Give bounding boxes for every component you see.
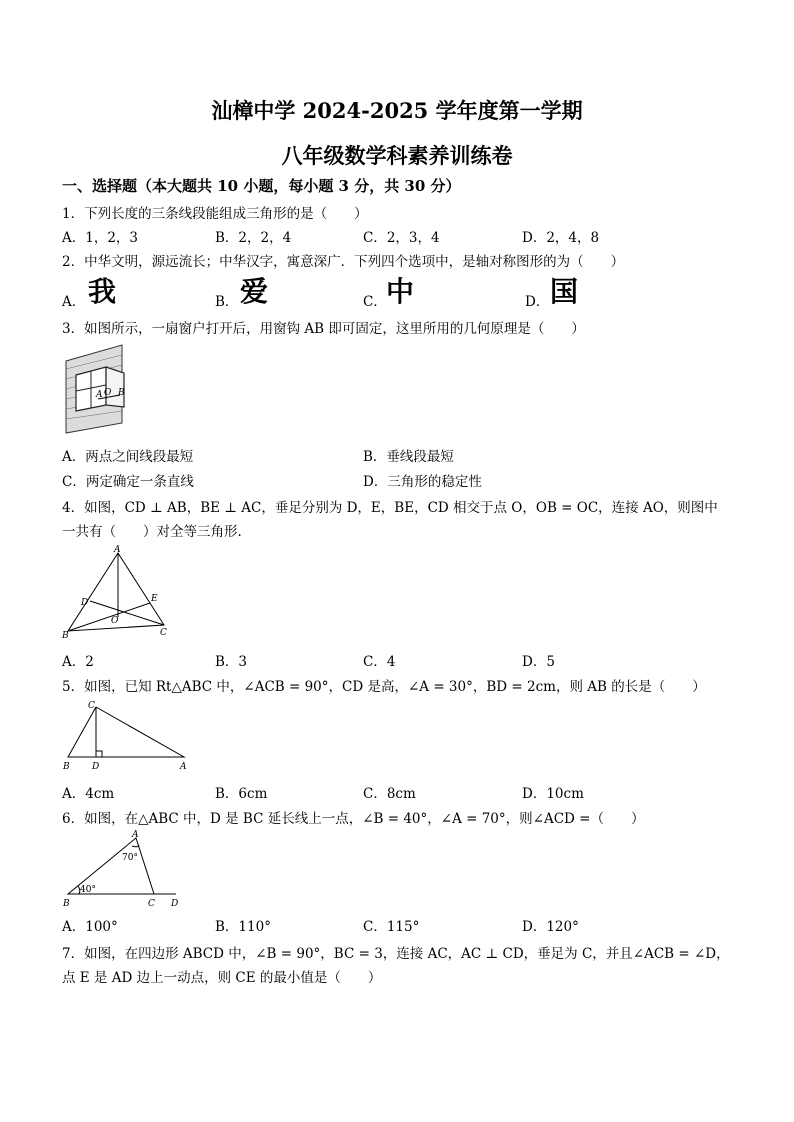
q6-option-b: B．110° <box>215 919 271 935</box>
q5-label-c: C <box>88 701 95 711</box>
question-3-stem: 3．如图所示，一扇窗户打开后，用窗钩 AB 即可固定，这里所用的几何原理是（ ） <box>62 321 585 337</box>
q3-option-d: D．三角形的稳定性 <box>363 474 482 490</box>
q2-option-c-label: C． <box>363 294 387 310</box>
section-heading: 一、选择题（本大题共 10 小题，每小题 3 分，共 30 分） <box>62 177 461 195</box>
q3-option-c: C．两定确定一条直线 <box>62 474 194 490</box>
q2-char-zhong: 中 <box>386 275 415 308</box>
q4-segment-cd <box>90 601 164 625</box>
q6-triangle-figure <box>60 828 184 910</box>
page-title: 汕樟中学 2024-2025 学年度第一学期 <box>211 98 583 123</box>
q3-label-b: B <box>118 388 125 398</box>
q4-label-o: O <box>111 616 119 626</box>
q1-option-b: B．2，2，4 <box>215 230 292 246</box>
q3-option-a: A．两点之间线段最短 <box>62 449 194 465</box>
q5-triangle-abc <box>68 707 184 757</box>
q6-option-d: D．120° <box>522 919 579 935</box>
q4-label-b: B <box>62 631 69 641</box>
q6-label-40: 40° <box>80 885 96 895</box>
page-subtitle: 八年级数学科素养训练卷 <box>281 143 513 168</box>
q5-option-c: C．8cm <box>363 786 416 802</box>
q6-label-b: B <box>63 899 70 909</box>
q5-option-d: D．10cm <box>522 786 584 802</box>
q6-label-c: C <box>148 899 155 909</box>
q5-label-a: A <box>180 762 187 772</box>
question-7-stem-line2: 点 E 是 AD 边上一动点，则 CE 的最小值是（ ） <box>62 970 382 986</box>
q3-option-b: B．垂线段最短 <box>363 449 454 465</box>
question-4-stem-line1: 4．如图，CD ⊥ AB，BE ⊥ AC，垂足分别为 D，E，BE，CD 相交于点 O，OB = OC，连接 AO，则图中 <box>62 500 718 516</box>
q5-option-b: B．6cm <box>215 786 268 802</box>
q5-right-angle-mark <box>96 751 102 757</box>
q2-option-d-label: D． <box>525 294 550 310</box>
q6-label-70: 70° <box>122 853 138 863</box>
q3-label-a: A <box>96 390 103 400</box>
open-sash <box>106 367 124 407</box>
q4-label-a: A <box>114 545 121 555</box>
question-1-stem: 1．下列长度的三条线段能组成三角形的是（ ） <box>62 206 368 222</box>
q4-option-c: C．4 <box>363 654 396 670</box>
q4-option-a: A．2 <box>62 654 94 670</box>
q2-option-a-label: A． <box>62 294 86 310</box>
q6-label-d: D <box>171 899 179 909</box>
q6-option-a: A．100° <box>62 919 118 935</box>
q5-right-triangle-figure <box>60 697 192 773</box>
q4-label-c: C <box>160 628 167 638</box>
q4-label-e: E <box>151 594 158 604</box>
q2-char-guo: 国 <box>550 275 579 308</box>
q4-label-d: D <box>81 598 89 608</box>
q3-label-o: O <box>104 388 112 398</box>
q6-option-c: C．115° <box>363 919 420 935</box>
question-7-stem-line1: 7．如图，在四边形 ABCD 中，∠B = 90°，BC = 3，连接 AC，AC ⊥ CD，垂足为 C，并且∠ACB = ∠D， <box>62 946 730 962</box>
question-6-stem: 6．如图，在△ABC 中，D 是 BC 延长线上一点，∠B = 40°，∠A = 70°，则∠ACD =（ ） <box>62 811 645 827</box>
question-5-stem: 5．如图，已知 Rt△ABC 中，∠ACB = 90°，CD 是高，∠A = 30°，BD = 2cm，则 AB 的长是（ ） <box>62 679 706 695</box>
q1-option-d: D．2，4，8 <box>522 230 600 246</box>
q4-triangle-figure <box>60 543 172 643</box>
q1-option-a: A．1，2，3 <box>62 230 139 246</box>
q5-label-b: B <box>63 762 70 772</box>
question-4-stem-line2: 一共有（ ）对全等三角形. <box>62 524 242 540</box>
q2-option-b-label: B． <box>215 294 239 310</box>
q5-label-d: D <box>92 762 100 772</box>
q4-option-b: B．3 <box>215 654 248 670</box>
q2-char-ai: 爱 <box>240 275 269 308</box>
q3-window-figure <box>62 343 130 435</box>
q4-option-d: D．5 <box>522 654 555 670</box>
q2-char-wo: 我 <box>88 275 117 308</box>
question-2-stem: 2．中华文明，源远流长；中华汉字，寓意深广．下列四个选项中，是轴对称图形的为（ ） <box>62 254 625 270</box>
q6-label-a: A <box>132 830 139 840</box>
q1-option-c: C．2，3，4 <box>363 230 440 246</box>
q5-option-a: A．4cm <box>62 786 115 802</box>
